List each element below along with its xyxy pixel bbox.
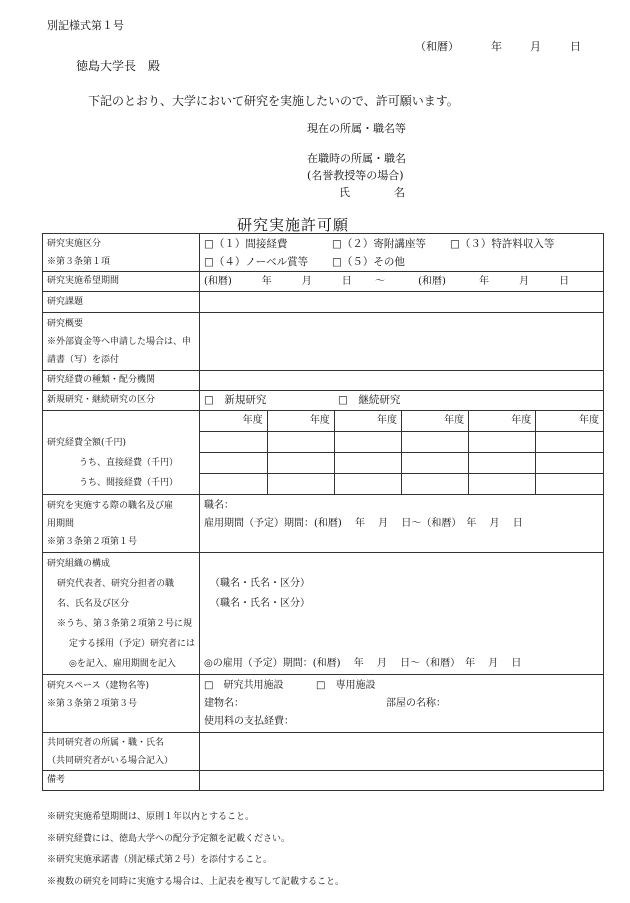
org-note-4: 定する採用（予定）研究者には	[69, 638, 196, 649]
summary-note-2: 請書（写）を添付	[47, 354, 120, 365]
budget-indirect-label: うち、間接経費（千円）	[79, 477, 179, 488]
budget-cell[interactable]	[536, 453, 603, 474]
period-field[interactable]: (和暦) 年 月 日 〜 (和暦) 年 月 日	[200, 272, 604, 292]
year-header: 年度	[469, 411, 536, 432]
category-ref: ※第３条第１項	[47, 256, 111, 267]
summary-field[interactable]	[200, 313, 604, 371]
year-header: 年度	[536, 411, 603, 432]
row-category	[43, 234, 604, 272]
budget-total-row	[200, 432, 603, 453]
row-position	[43, 495, 604, 553]
application-table	[42, 233, 604, 791]
funding-type-label: 研究経費の種類・配分機関	[43, 371, 200, 391]
budget-cell[interactable]	[267, 453, 334, 474]
name-label: 氏 名	[339, 186, 405, 199]
row-co-researchers	[43, 733, 604, 771]
org-employment-period-field[interactable]: ◎の雇用（予定）期間：(和暦) 年 月 日〜（和暦） 年 月 日	[204, 657, 522, 669]
budget-cell[interactable]	[200, 453, 267, 474]
budget-cell[interactable]	[469, 453, 536, 474]
summary-note-1: ※外部資金等へ申請した場合は、申	[47, 336, 192, 347]
row-period	[43, 272, 604, 292]
org-label: 研究組織の構成	[47, 558, 111, 569]
budget-cell[interactable]	[267, 474, 334, 495]
period-label: 研究実施希望期間	[43, 272, 200, 292]
space-ref: ※第３条第２項第３号	[47, 698, 138, 709]
date-day: 日	[570, 40, 581, 53]
topic-label: 研究課題	[43, 292, 200, 313]
note-item: ※研究実施希望期間は、原則１年以内とすること。	[47, 812, 255, 822]
date-month: 月	[530, 40, 541, 53]
form-id: 別記様式第１号	[47, 19, 124, 32]
option-endowed-chair[interactable]: □（２）寄附講座等	[332, 237, 426, 250]
year-header: 年度	[334, 411, 401, 432]
budget-cell[interactable]	[401, 432, 468, 453]
option-patent-income[interactable]: □（３）特許料収入等	[450, 237, 555, 250]
option-new-research[interactable]: □ 新規研究	[204, 394, 267, 406]
employment-period-field[interactable]: 雇用期間（予定）期間：(和暦) 年 月 日〜（和暦） 年 月 日	[204, 517, 523, 529]
row-new-continuing	[43, 391, 604, 411]
usage-fee-field[interactable]: 使用料の支払経費：	[204, 715, 294, 727]
budget-direct-row	[200, 453, 603, 474]
position-ref: ※第３条第２項第１号	[47, 536, 138, 547]
room-name-field[interactable]: 部屋の名称：	[386, 697, 446, 709]
summary-label: 研究概要	[47, 318, 84, 329]
org-member-field-1[interactable]: （職名・氏名・区分）	[210, 577, 310, 589]
note-item: ※研究経費には、徳島大学への配分予定額を記載ください。	[47, 833, 291, 844]
topic-field[interactable]	[200, 292, 604, 313]
budget-cell[interactable]	[536, 474, 603, 495]
option-indirect-cost[interactable]: □（１）間接経費	[204, 237, 288, 250]
position-label: 研究を実施する際の職名及び雇	[47, 500, 174, 511]
budget-cell[interactable]	[334, 432, 401, 453]
org-note-3: ※うち、第３条第２項第２号に規	[57, 618, 193, 629]
row-budget	[43, 411, 604, 495]
row-funding-type	[43, 371, 604, 391]
intro-text: 下記のとおり、大学において研究を実施したいので、許可願います。	[88, 94, 459, 108]
row-summary	[43, 313, 604, 371]
co-researcher-note: （共同研究者がいる場合記入）	[47, 755, 174, 766]
category-label: 研究実施区分	[47, 238, 102, 249]
budget-cell[interactable]	[401, 474, 468, 495]
note-item: ※研究実施承諾書（別記様式第２号）を添付すること。	[47, 855, 273, 865]
budget-cell[interactable]	[267, 432, 334, 453]
date-era: （和暦）	[415, 40, 459, 53]
budget-grid	[200, 411, 603, 494]
org-member-field-2[interactable]: （職名・氏名・区分）	[210, 597, 310, 609]
year-header: 年度	[401, 411, 468, 432]
year-header: 年度	[200, 411, 267, 432]
notes-list	[47, 807, 344, 893]
position-title-field[interactable]: 職名：	[204, 499, 234, 511]
new-continuing-label: 新規研究・継続研究の区分	[43, 391, 200, 411]
building-name-field[interactable]: 建物名：	[204, 697, 244, 709]
budget-total-label: 研究経費全額(千円)	[47, 437, 127, 448]
space-label: 研究スペース（建物名等)	[47, 680, 150, 691]
option-continuing-research[interactable]: □ 継続研究	[338, 394, 401, 406]
row-space	[43, 675, 604, 733]
row-topic	[43, 292, 604, 313]
form-title: 研究実施許可願	[237, 216, 350, 234]
budget-cell[interactable]	[200, 474, 267, 495]
org-note-1: 研究代表者、研究分担者の職	[57, 578, 175, 589]
row-remarks	[43, 771, 604, 791]
org-note-5: ◎を記入、雇用期間を記入	[69, 658, 176, 669]
budget-cell[interactable]	[469, 432, 536, 453]
budget-cell[interactable]	[200, 432, 267, 453]
funding-type-field[interactable]	[200, 371, 604, 391]
emeritus-label: 在職時の所属・職名	[307, 152, 406, 165]
emeritus-note: (名誉教授等の場合)	[307, 169, 404, 182]
option-nobel[interactable]: □（４）ノーベル賞等	[204, 255, 309, 268]
budget-year-header-row	[200, 411, 603, 432]
position-label-2: 用期間	[47, 518, 75, 529]
note-item: ※複数の研究を同時に実施する場合は、上記表を複写して記載すること。	[47, 876, 345, 887]
budget-cell[interactable]	[401, 453, 468, 474]
remarks-field[interactable]	[200, 771, 604, 791]
addressee: 徳島大学長 殿	[76, 59, 161, 73]
budget-cell[interactable]	[536, 432, 603, 453]
option-dedicated-facility[interactable]: □ 専用施設	[316, 679, 376, 691]
co-researcher-label: 共同研究者の所属・職・氏名	[47, 737, 165, 748]
year-header: 年度	[267, 411, 334, 432]
option-shared-facility[interactable]: □ 研究共用施設	[204, 679, 284, 691]
option-other[interactable]: □（５）その他	[332, 255, 405, 268]
affiliation-label: 現在の所属・職名等	[307, 122, 406, 135]
budget-cell[interactable]	[334, 453, 401, 474]
budget-indirect-row	[200, 474, 603, 495]
remarks-label: 備考	[43, 771, 200, 791]
budget-cell[interactable]	[334, 474, 401, 495]
date-year: 年	[491, 40, 502, 53]
co-researcher-field[interactable]	[200, 733, 604, 771]
row-organization	[43, 553, 604, 675]
org-note-2: 名、氏名及び区分	[57, 598, 130, 609]
budget-cell[interactable]	[469, 474, 536, 495]
budget-direct-label: うち、直接経費（千円）	[79, 457, 179, 468]
